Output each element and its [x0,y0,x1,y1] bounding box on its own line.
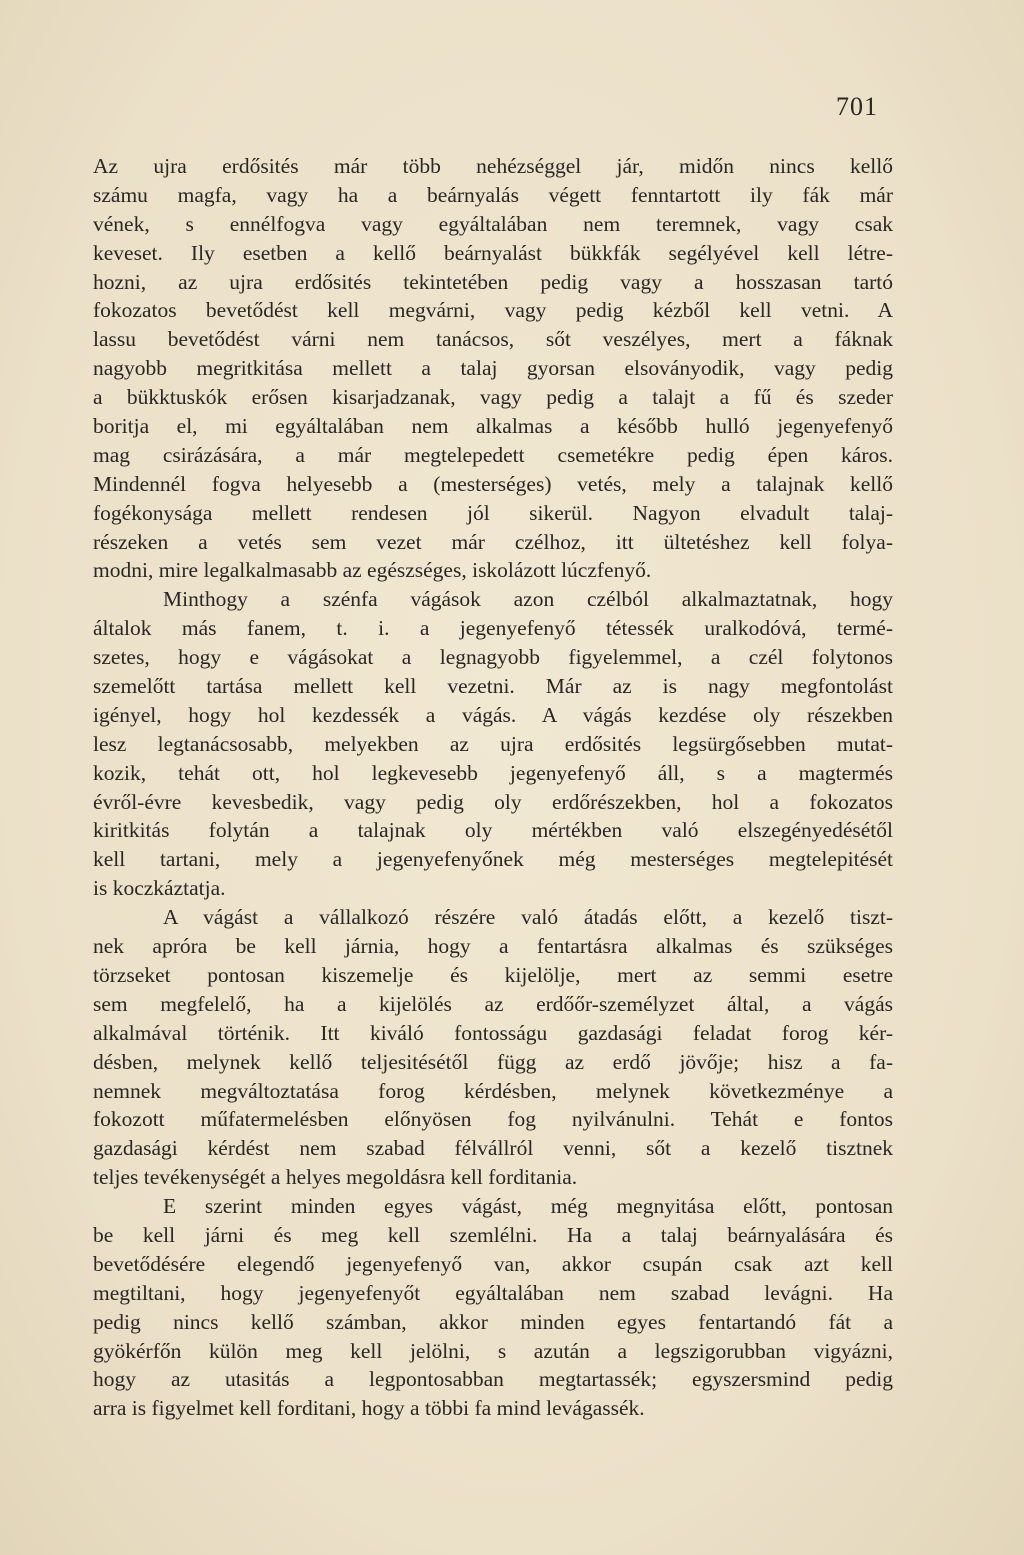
text-line: lassu bevetődést várni nem tanácsos, sőt veszélyes, mert a fáknak [93,327,893,352]
text-line: keveset. Ily esetben a kellő beárnyalást bükkfák segélyével kell létre- [93,240,893,265]
page-number: 701 [836,92,878,121]
text-line: kell tartani, mely a jegenyefenyőnek még mesterséges megtelepitését [93,847,893,872]
text-line: kozik, tehát ott, hol legkevesebb jegenyefenyő áll, s a magtermés [93,760,893,785]
text-line: törzseket pontosan kiszemelje és kijelölje, mert az semmi esetre [93,962,893,987]
text-line: hogy az utasitás a legpontosabban megtartassék; egyszersmind pedig [93,1367,893,1392]
text-line: pedig nincs kellő számban, akkor minden egyes fentartandó fát a [93,1309,893,1334]
paragraph [93,903,893,1192]
paragraph [93,585,893,903]
text-line: E szerint minden egyes vágást, még megnyitása előtt, pontosan [163,1194,893,1219]
text-line: szemelőtt tartása mellett kell vezetni. Már az is nagy megfontolást [93,674,893,699]
text-line: nagyobb megritkitása mellett a talaj gyorsan elsoványodik, vagy pedig [93,356,893,381]
text-line: nemnek megváltoztatása forog kérdésben, melynek következménye a [93,1078,893,1103]
text-line: számu magfa, vagy ha a beárnyalás végett fenntartott ily fák már [93,182,893,207]
text-line: kiritkitás folytán a talajnak oly mértékben való elszegényedésétől [93,818,893,843]
text-line: gyökérfőn külön meg kell jelölni, s azután a legszigorubban vigyázni, [93,1338,893,1363]
text-line: fokozott műfatermelésben előnyösen fog nyilvánulni. Tehát e fontos [93,1107,893,1132]
paragraph [93,152,893,585]
text-line: Minthogy a szénfa vágások azon czélból alkalmaztatnak, hogy [163,587,893,612]
text-line: boritja el, mi egyáltalában nem alkalmas a később hulló jegenyefenyő [93,414,893,439]
text-line: teljes tevékenységét a helyes megoldásra kell forditania. [93,1165,578,1190]
text-line: nek apróra be kell járnia, hogy a fentartásra alkalmas és szükséges [93,934,893,959]
text-line: fogékonysága mellett rendesen jól sikerül. Nagyon elvadult talaj- [93,500,893,525]
text-line: bevetődésére elegendő jegenyefenyő van, akkor csupán csak azt kell [93,1251,893,1276]
text-line: arra is figyelmet kell forditani, hogy a többi fa mind levágassék. [93,1396,645,1421]
text-line: Mindennél fogva helyesebb a (mesterséges) vetés, mely a talajnak kellő [93,471,893,496]
text-line: fokozatos bevetődést kell megvárni, vagy pedig kézből kell vetni. A [93,298,893,323]
paragraph [93,1192,893,1423]
text-line: désben, melynek kellő teljesitésétől függ az erdő jövője; hisz a fa- [93,1049,893,1074]
text-line: a bükktuskók erősen kisarjadzanak, vagy pedig a talajt a fű és szeder [93,385,893,410]
text-line: igényel, hogy hol kezdessék a vágás. A vágás kezdése oly részekben [93,702,893,727]
text-line: mag csirázására, a már megtelepedett csemetékre pedig épen káros. [93,442,893,467]
text-line: általok más fanem, t. i. a jegenyefenyő tétessék uralkodóvá, termé- [93,616,893,641]
body-text [93,152,893,1423]
text-line: is koczkáztatja. [93,876,226,901]
text-line: modni, mire legalkalmasabb az egészséges, iskolázott lúczfenyő. [93,558,652,583]
text-line: szetes, hogy e vágásokat a legnagyobb figyelemmel, a czél folytonos [93,645,893,670]
text-line: megtiltani, hogy jegenyefenyőt egyáltalában nem szabad levágni. Ha [93,1280,893,1305]
text-line: lesz legtanácsosabb, melyekben az ujra erdősités legsürgősebben mutat- [93,731,893,756]
text-line: alkalmával történik. Itt kiváló fontosságu gazdasági feladat forog kér- [93,1020,893,1045]
text-line: vének, s ennélfogva vagy egyáltalában nem teremnek, vagy csak [93,211,893,236]
text-line: hozni, az ujra erdősités tekintetében pedig vagy a hosszasan tartó [93,269,893,294]
text-line: gazdasági kérdést nem szabad félvállról venni, sőt a kezelő tisztnek [93,1136,893,1161]
text-line: sem megfelelő, ha a kijelölés az erdőőr-személyzet által, a vágás [93,991,893,1016]
text-line: részeken a vetés sem vezet már czélhoz, itt ültetéshez kell folya- [93,529,893,554]
text-line: évről-évre kevesbedik, vagy pedig oly erdőrészekben, hol a fokozatos [93,789,893,814]
text-line: A vágást a vállalkozó részére való átadás előtt, a kezelő tiszt- [163,905,893,930]
text-line: be kell járni és meg kell szemlélni. Ha a talaj beárnyalására és [93,1222,893,1247]
text-line: Az ujra erdősités már több nehézséggel jár, midőn nincs kellő [93,154,893,178]
